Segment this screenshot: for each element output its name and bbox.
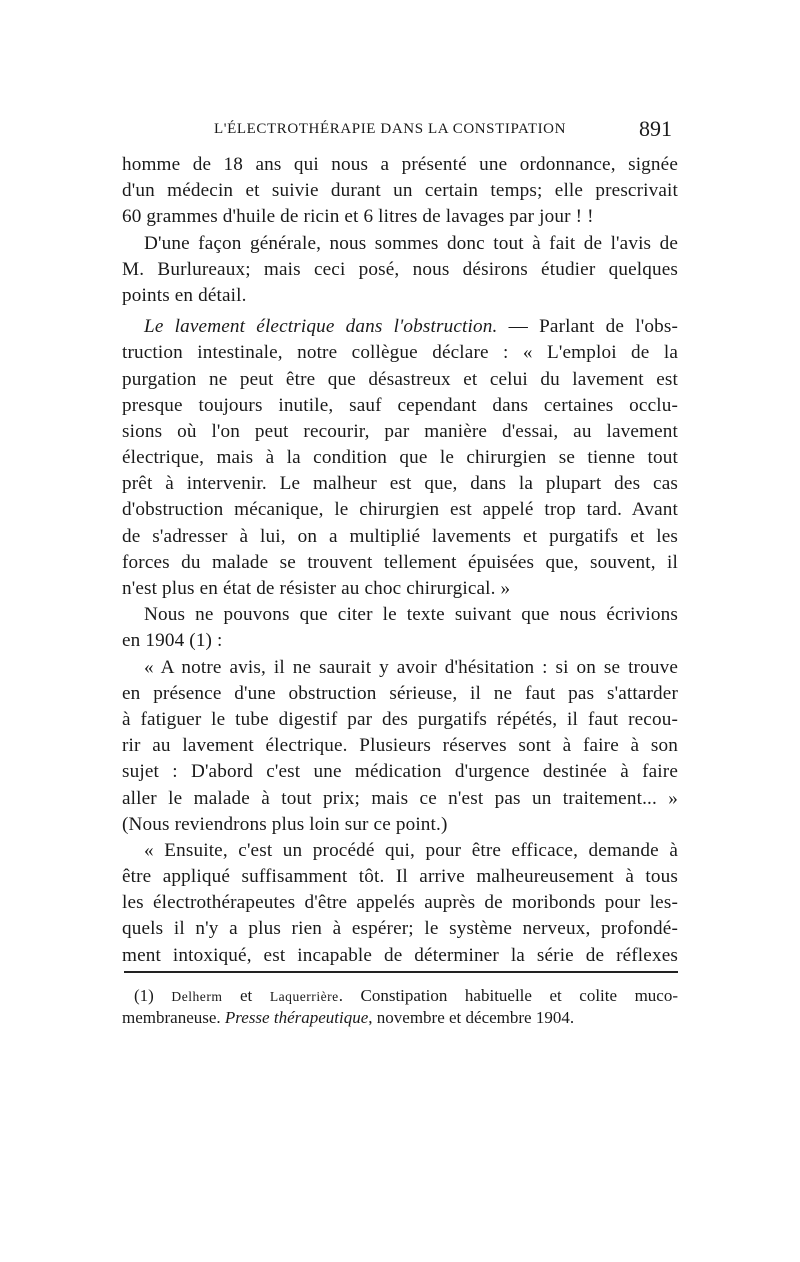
text-line: sions où l'on peut recourir, par manière d'essai, au lavement: [122, 420, 678, 442]
footnote-line: [122, 1007, 678, 1029]
footnote-marker: (1): [134, 986, 154, 1005]
text-line: quels il n'y a plus rien à espérer; le système nerveux, profondé-: [122, 918, 678, 940]
text-line: en présence d'une obstruction sérieuse, il ne faut pas s'attarder: [122, 682, 678, 704]
section-heading-line: [122, 314, 678, 340]
text-line: d'obstruction mécanique, le chirurgien est appelé trop tard. Avant: [122, 499, 678, 521]
text-line: sujet : D'abord c'est une médication d'urgence destinée à faire: [122, 761, 678, 783]
text-line: n'est plus en état de résister au choc chirurgical. »: [122, 578, 511, 599]
text-line: de s'adresser à lui, on a multiplié lavements et purgatifs et les: [122, 525, 678, 547]
running-header: [214, 116, 672, 144]
footnote-title-cont: membraneuse.: [122, 1008, 221, 1027]
text-line: (Nous reviendrons plus loin sur ce point.): [122, 813, 448, 835]
page-number: 891: [639, 116, 672, 141]
footnote-author: Laquerrière: [269, 989, 339, 1004]
text-line: d'un médecin et suivie durant un certain temps; elle prescrivait: [122, 180, 678, 202]
footnote-author: Delherm: [171, 989, 223, 1004]
text-line: être appliqué suffisamment tôt. Il arrive malheureusement à tous: [122, 866, 678, 888]
running-title: L'ÉLECTROTHÉRAPIE DANS LA CONSTIPATION: [214, 121, 567, 137]
text-line: rir au lavement électrique. Plusieurs réserves sont à faire à son: [122, 735, 678, 757]
text-line: « A notre avis, il ne saurait y avoir d'hésitation : si on se trouve: [144, 656, 678, 678]
body-text: [122, 152, 678, 969]
text-line: forces du malade se trouvent tellement épuisées que, souvent, il: [122, 551, 678, 573]
section-title: Le lavement électrique dans l'obstruction.: [144, 316, 498, 338]
text-line: électrique, mais à la condition que le chirurgien se tienne tout: [122, 447, 678, 469]
footnote-conjunction: et: [239, 986, 253, 1005]
text-line: prêt à intervenir. Le malheur est que, dans la plupart des cas: [122, 473, 678, 495]
text-line: aller le malade à tout prix; mais ce n'est pas un traitement... »: [122, 787, 678, 809]
text-line: 60 grammes d'huile de ricin et 6 litres de lavages par jour ! !: [122, 206, 594, 228]
footnote-title: . Constipation habituelle et colite muco-: [338, 986, 679, 1005]
text-line: D'une façon générale, nous sommes donc tout à fait de l'avis de: [144, 232, 678, 254]
text-line: points en détail.: [122, 284, 247, 306]
footnote-journal: Presse thérapeutique: [224, 1008, 369, 1027]
footnote-separator: [124, 971, 678, 973]
text-line: purgation ne peut être que désastreux et celui du lavement est: [122, 368, 678, 390]
text-line: homme de 18 ans qui nous a présenté une ordonnance, signée: [122, 154, 678, 175]
text-line: presque toujours inutile, sauf cependant dans certaines occlu-: [122, 394, 678, 416]
text-line: truction intestinale, notre collègue déclare : « L'emploi de la: [122, 342, 678, 364]
footnote-line: [122, 985, 678, 1007]
footnote-date: , novembre et décembre 1904.: [368, 1008, 575, 1027]
section-dash-text: — Parlant de l'obs-: [497, 316, 678, 338]
footnote: [122, 985, 678, 1029]
text-line: Nous ne pouvons que citer le texte suivant que nous écrivions: [144, 604, 678, 626]
text-line: les électrothérapeutes d'être appelés auprès de moribonds pour les-: [122, 892, 678, 914]
text-line: « Ensuite, c'est un procédé qui, pour être efficace, demande à: [144, 839, 678, 861]
text-line: en 1904 (1) :: [122, 630, 223, 652]
text-line: M. Burlureaux; mais ceci posé, nous désirons étudier quelques: [122, 258, 678, 280]
text-line: ment intoxiqué, est incapable de déterminer la série de réflexes: [122, 944, 678, 966]
text-line: à fatiguer le tube digestif par des purgatifs répétés, il faut recou-: [122, 708, 678, 730]
